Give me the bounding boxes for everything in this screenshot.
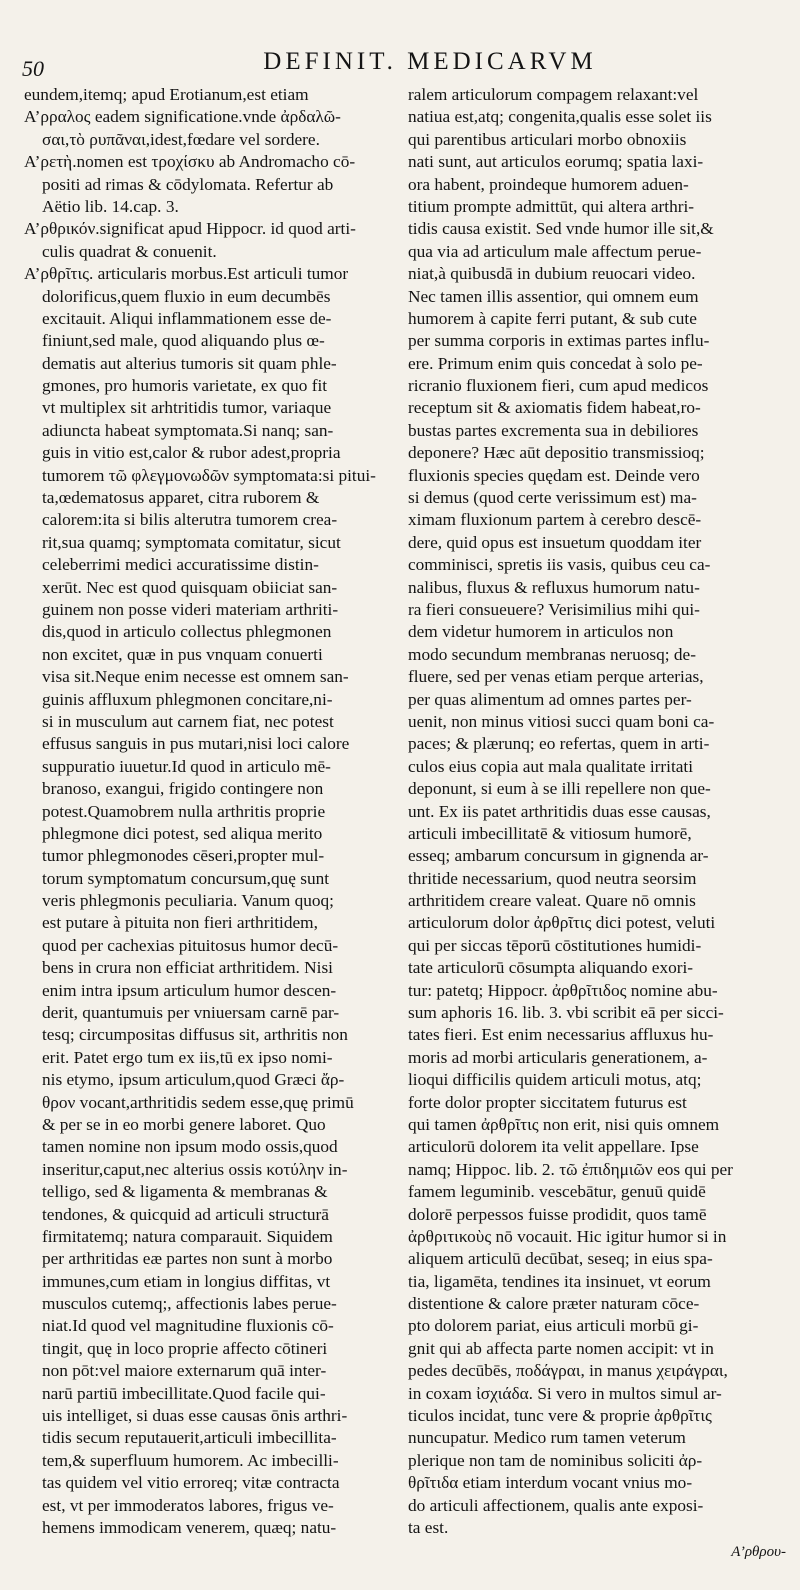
- text-line: gnit qui ab affecta parte nomen accipit: vt in: [408, 1338, 714, 1358]
- text-line: calorem:ita si bilis alterutra tumorem crea-: [42, 510, 338, 530]
- text-line: ora habent, proindeque humorem aduen-: [408, 174, 689, 194]
- text-line: guis in vitio est,calor & rubor adest,propria: [42, 443, 341, 463]
- text-line: comminisci, spretis iis vasis, quibus ceu ca-: [408, 555, 711, 575]
- text-line: guinem non posse videri materiam arthriti-: [42, 599, 339, 619]
- text-line: xerūt. Nec est quod quisquam obiiciat san-: [42, 577, 338, 597]
- text-line: veris phlegmonis peculiaria. Vanum quoq;: [42, 891, 334, 911]
- text-line: qui parentibus articulari morbo obnoxiis: [408, 129, 687, 149]
- text-line: θρον vocant,arthritidis sedem esse,quę primū: [42, 1092, 354, 1112]
- text-line: moris ad morbi articularis generationem, a-: [408, 1047, 708, 1067]
- text-line: ta,œdematosus apparet, citra ruborem &: [42, 488, 320, 508]
- text-line: sum aphoris 16. lib. 3. vbi scribit eā per sicci-: [408, 1003, 724, 1023]
- text-line: narū partiū imbecillitate.Quod facile qui-: [42, 1383, 326, 1403]
- text-line: tem,& superfluum humorem. Ac imbecilli-: [42, 1450, 339, 1470]
- text-line: ἀρθριτικοὺς nō vocauit. Hic igitur humor si in: [408, 1226, 727, 1246]
- text-line: unt. Ex iis patet arthritidis duas esse causas,: [408, 801, 711, 821]
- text-line: tumorem τῶ φλεγμονωδῶν symptomata:si pitui-: [42, 465, 376, 485]
- text-line: enim intra ipsum articulum humor descen-: [42, 980, 337, 1000]
- text-line: ticulos incidat, tunc vere & proprie ἀρθρῖτις: [408, 1406, 712, 1426]
- text-line: tamen nomine non ipsum modo ossis,quod: [42, 1137, 338, 1157]
- text-line: tas quidem vel vitio erroreq; vitæ contracta: [42, 1473, 340, 1493]
- text-line: nati sunt, aut articulos eorumq; spatia laxi-: [408, 152, 704, 172]
- text-line: tendones, & quicquid ad articuli structurā: [42, 1204, 329, 1224]
- text-line: tidis secum reputauerit,articuli imbecillita-: [42, 1428, 337, 1448]
- catchword: Α’ρθρου-: [731, 1544, 786, 1560]
- text-line: dere, quid opus est insuetum quoddam iter: [408, 532, 702, 552]
- text-line: ralem articulorum compagem relaxant:vel: [408, 85, 699, 104]
- text-line: paces; & plærunq; eo refertas, quem in arti-: [408, 734, 710, 754]
- text-line: plerique non tam de nominibus soliciti ἀρ-: [408, 1450, 703, 1470]
- text-line: ere. Primum enim quis concedat à solo pe-: [408, 353, 703, 373]
- text-line: tates fieri. Est enim necessarius affluxus hu-: [408, 1025, 714, 1045]
- text-line: dolorē perpessos fuisse prodidit, quos tamē: [408, 1204, 707, 1224]
- page-number: 50: [22, 56, 44, 81]
- text-line: per arthritidas eæ partes non sunt à morbo: [42, 1249, 333, 1269]
- text-line: suppuratio iuuetur.Id quod in articulo mē-: [42, 756, 331, 776]
- text-line: deponere? Hæc aūt depositio transmissioq;: [408, 443, 705, 463]
- text-line: Α’ρετὴ.nomen est τροχίσκυ ab Andromacho cō-: [24, 152, 356, 172]
- text-line: non pōt:vel maiore externarum quā inter-: [42, 1361, 327, 1381]
- text-line: arthritidem creare valeat. Quare nō omnis: [408, 891, 696, 911]
- right-column: [408, 84, 780, 1539]
- text-line: uis intelliget, si duas esse causas ōnis arthri-: [42, 1406, 348, 1426]
- text-line: derit, quantumuis per vniuersam carnē par-: [42, 1003, 340, 1023]
- text-line: dolorificus,quem fluxio in eum decumbēs: [42, 286, 331, 306]
- text-line: ximam fluxionum partem à cerebro descē-: [408, 510, 702, 530]
- text-line: pto dolorem pariat, eius articuli morbū gi-: [408, 1316, 699, 1336]
- text-line: vt multiplex sit arhtritidis tumor, variaque: [42, 398, 332, 418]
- text-line: θρῖτιδα etiam interdum vocant vnius mo-: [408, 1473, 693, 1493]
- text-line: ta est.: [408, 1518, 449, 1537]
- text-line: si in musculum aut carnem fiat, nec potest: [42, 711, 334, 731]
- text-line: fluere, sed per venas etiam perque arterias,: [408, 667, 704, 687]
- text-line: guinis affluxum phlegmonen concitare,ni-: [42, 689, 333, 709]
- text-line: dematis aut alterius tumoris sit quam phle-: [42, 353, 337, 373]
- text-line: nis etymo, ipsum articulum,quod Græci ἄρ-: [42, 1070, 345, 1090]
- text-line: pedes decūbēs, ποδάγραι, in manus χειράγραι,: [408, 1361, 728, 1381]
- text-line: Α’ρθρικόν.significat apud Hippocr. id quod arti-: [24, 219, 356, 239]
- text-line: σαι,τὸ ρυπᾶναι,idest,fœdare vel sordere.: [42, 129, 320, 149]
- text-line: modo secundum membranas neruosq; de-: [408, 644, 696, 664]
- text-line: tidis causa existit. Sed vnde humor ille sit,&: [408, 219, 714, 239]
- text-line: deponunt, si eum à se illi repellere non que-: [408, 779, 711, 799]
- text-line: dis,quod in articulo collectus phlegmonen: [42, 622, 332, 642]
- text-line: ricranio fluxionem fieri, cum apud medicos: [408, 376, 709, 396]
- text-line: erit. Patet ergo tum ex iis,tū ex ipso nomi-: [42, 1047, 333, 1067]
- text-line: dem videtur humorem in articulos non: [408, 622, 674, 642]
- text-line: Α’ρραλος eadem significatione.vnde ἀρδαλῶ-: [24, 107, 341, 127]
- text-line: distentione & calore præter naturam cōce-: [408, 1294, 700, 1314]
- text-line: lioqui difficilis quidem articuli motus, atq;: [408, 1070, 702, 1090]
- text-line: effusus sanguis in pus mutari,nisi loci calore: [42, 734, 350, 754]
- text-line: in coxam ἰσχιάδα. Si vero in multos simul ar-: [408, 1383, 722, 1403]
- text-line: aliquem articulū decūbat, seseq; in eius spa-: [408, 1249, 713, 1269]
- text-line: celeberrimi medici accuratissime distin-: [42, 555, 319, 575]
- text-line: non excitet, quæ in pus vnquam conuerti: [42, 644, 323, 664]
- text-line: phlegmone dici potest, sed aliqua merito: [42, 823, 323, 843]
- text-line: tingit, quę in loco proprie affecto cōtineri: [42, 1338, 328, 1358]
- text-line: immunes,cum etiam in longius diffitas, vt: [42, 1271, 331, 1291]
- text-line: excitauit. Aliqui inflammationem esse de-: [42, 308, 332, 328]
- text-line: receptum sit & axiomatis fidem habeat,ro-: [408, 398, 701, 418]
- text-line: do articuli affectionem, qualis ante exposi-: [408, 1495, 704, 1515]
- text-line: culos eius copia aut mala qualitate irritati: [408, 756, 694, 776]
- text-line: eundem,itemq; apud Erotianum,est etiam: [24, 85, 309, 104]
- text-line: torum symptomatum concursum,quę sunt: [42, 868, 330, 888]
- text-line: est, vt per immoderatos labores, frigus ve-: [42, 1495, 334, 1515]
- text-line: niat,à quibusdā in dubium reuocari video.: [408, 264, 696, 284]
- text-line: articulorū dolorem ita velit appellare. Ipse: [408, 1137, 699, 1157]
- text-line: nuncupatur. Medico rum tamen veterum: [408, 1428, 686, 1448]
- text-line: tur: patetq; Hippocr. ἀρθρῖτιδος nomine abu-: [408, 980, 718, 1000]
- text-line: nalibus, fluxus & refluxus humorum natu-: [408, 577, 700, 597]
- text-line: Α’ρθρῖτις. articularis morbus.Est articuli tumor: [24, 264, 349, 284]
- text-line: si demus (quod certe verissimum est) ma-: [408, 488, 697, 508]
- text-line: quod per cachexias pituitosus humor decū-: [42, 935, 339, 955]
- text-line: est putare à pituita non fieri arthritidem,: [42, 913, 318, 933]
- text-line: articulorum dolor ἀρθρῖτις dici potest, veluti: [408, 913, 716, 933]
- text-line: firmitatemq; natura comparauit. Siquidem: [42, 1226, 333, 1246]
- text-line: articuli imbecillitatē & vitiosum humorē,: [408, 823, 692, 843]
- text-line: humorem à capite ferri putant, & sub cute: [408, 308, 697, 328]
- text-line: per quas alimentum ad omnes partes per-: [408, 689, 692, 709]
- text-line: qua via ad articulum male affectum perue-: [408, 241, 702, 261]
- text-line: positi ad rimas & cōdylomata. Refertur ab: [42, 174, 334, 194]
- text-line: culis quadrat & conuenit.: [42, 241, 217, 261]
- text-line: rit,sua quamq; symptomata comitatur, sicut: [42, 532, 341, 552]
- text-line: tia, ligamēta, tendines ita insinuet, vt eorum: [408, 1271, 711, 1291]
- text-line: uenit, non minus vitiosi succi quam boni ca-: [408, 711, 715, 731]
- text-line: famem leguminib. vescebātur, genuū quidē: [408, 1182, 706, 1202]
- text-line: bustas partes excrementa sua in debiliores: [408, 420, 699, 440]
- text-line: adiuncta habeat symptomata.Si nanq; san-: [42, 420, 334, 440]
- text-line: potest.Quamobrem nulla arthritis proprie: [42, 801, 326, 821]
- text-line: Aëtio lib. 14.cap. 3.: [42, 196, 179, 216]
- text-line: visa sit.Neque enim necesse est omnem san-: [42, 667, 349, 687]
- text-line: tumor phlegmonodes cēseri,propter mul-: [42, 846, 325, 866]
- text-line: esseq; ambarum concursum in gignenda ar-: [408, 846, 709, 866]
- text-line: qui tamen ἀρθρῖτις non erit, nisi quis omnem: [408, 1114, 720, 1134]
- text-line: forte dolor propter siccitatem futurus est: [408, 1092, 687, 1112]
- text-line: musculos cutemq;, affectionis labes perue-: [42, 1294, 337, 1314]
- text-line: hemens immodicam venerem, quæq; natu-: [42, 1518, 337, 1537]
- text-line: tate articulorū cōsumpta aliquando exori-: [408, 958, 694, 978]
- text-line: telligo, sed & ligamenta & membranas &: [42, 1182, 328, 1202]
- text-line: branoso, exangui, frigido contingere non: [42, 779, 324, 799]
- text-line: & per se in eo morbi genere laboret. Quo: [42, 1114, 326, 1134]
- text-line: namq; Hippoc. lib. 2. τῶ ἐπιδημιῶν eos qui per: [408, 1159, 733, 1179]
- text-line: gmones, pro humoris varietate, ex quo fit: [42, 376, 328, 396]
- text-line: inseritur,caput,nec alterius ossis κοτύλην in-: [42, 1159, 348, 1179]
- text-line: per summa corporis in extimas partes influ-: [408, 331, 710, 351]
- text-line: niat.Id quod vel magnitudine fluxionis cō-: [42, 1316, 334, 1336]
- text-line: titium prompte admittūt, qui altera arthri-: [408, 196, 695, 216]
- text-line: bens in crura non efficiat arthritidem. Nisi: [42, 958, 333, 978]
- running-head: DEFINIT. MEDICARVM: [263, 48, 597, 75]
- text-line: natiua est,atq; congenita,qualis esse solet iis: [408, 107, 712, 127]
- text-line: tesq; circumpositas diffusus sit, arthritis non: [42, 1025, 348, 1045]
- text-line: Nec tamen illis assentior, qui omnem eum: [408, 286, 699, 306]
- text-line: fluxionis species quędam est. Deinde vero: [408, 465, 700, 485]
- text-line: qui per siccas tēporū cōstitutiones humidi-: [408, 935, 702, 955]
- text-line: thritide necessarium, quod neutra seorsim: [408, 868, 697, 888]
- text-line: ra fieri consueuere? Verisimilius mihi qui-: [408, 599, 700, 619]
- text-line: finiunt,sed male, quod aliquando plus œ-: [42, 331, 325, 351]
- left-column: [24, 84, 396, 1539]
